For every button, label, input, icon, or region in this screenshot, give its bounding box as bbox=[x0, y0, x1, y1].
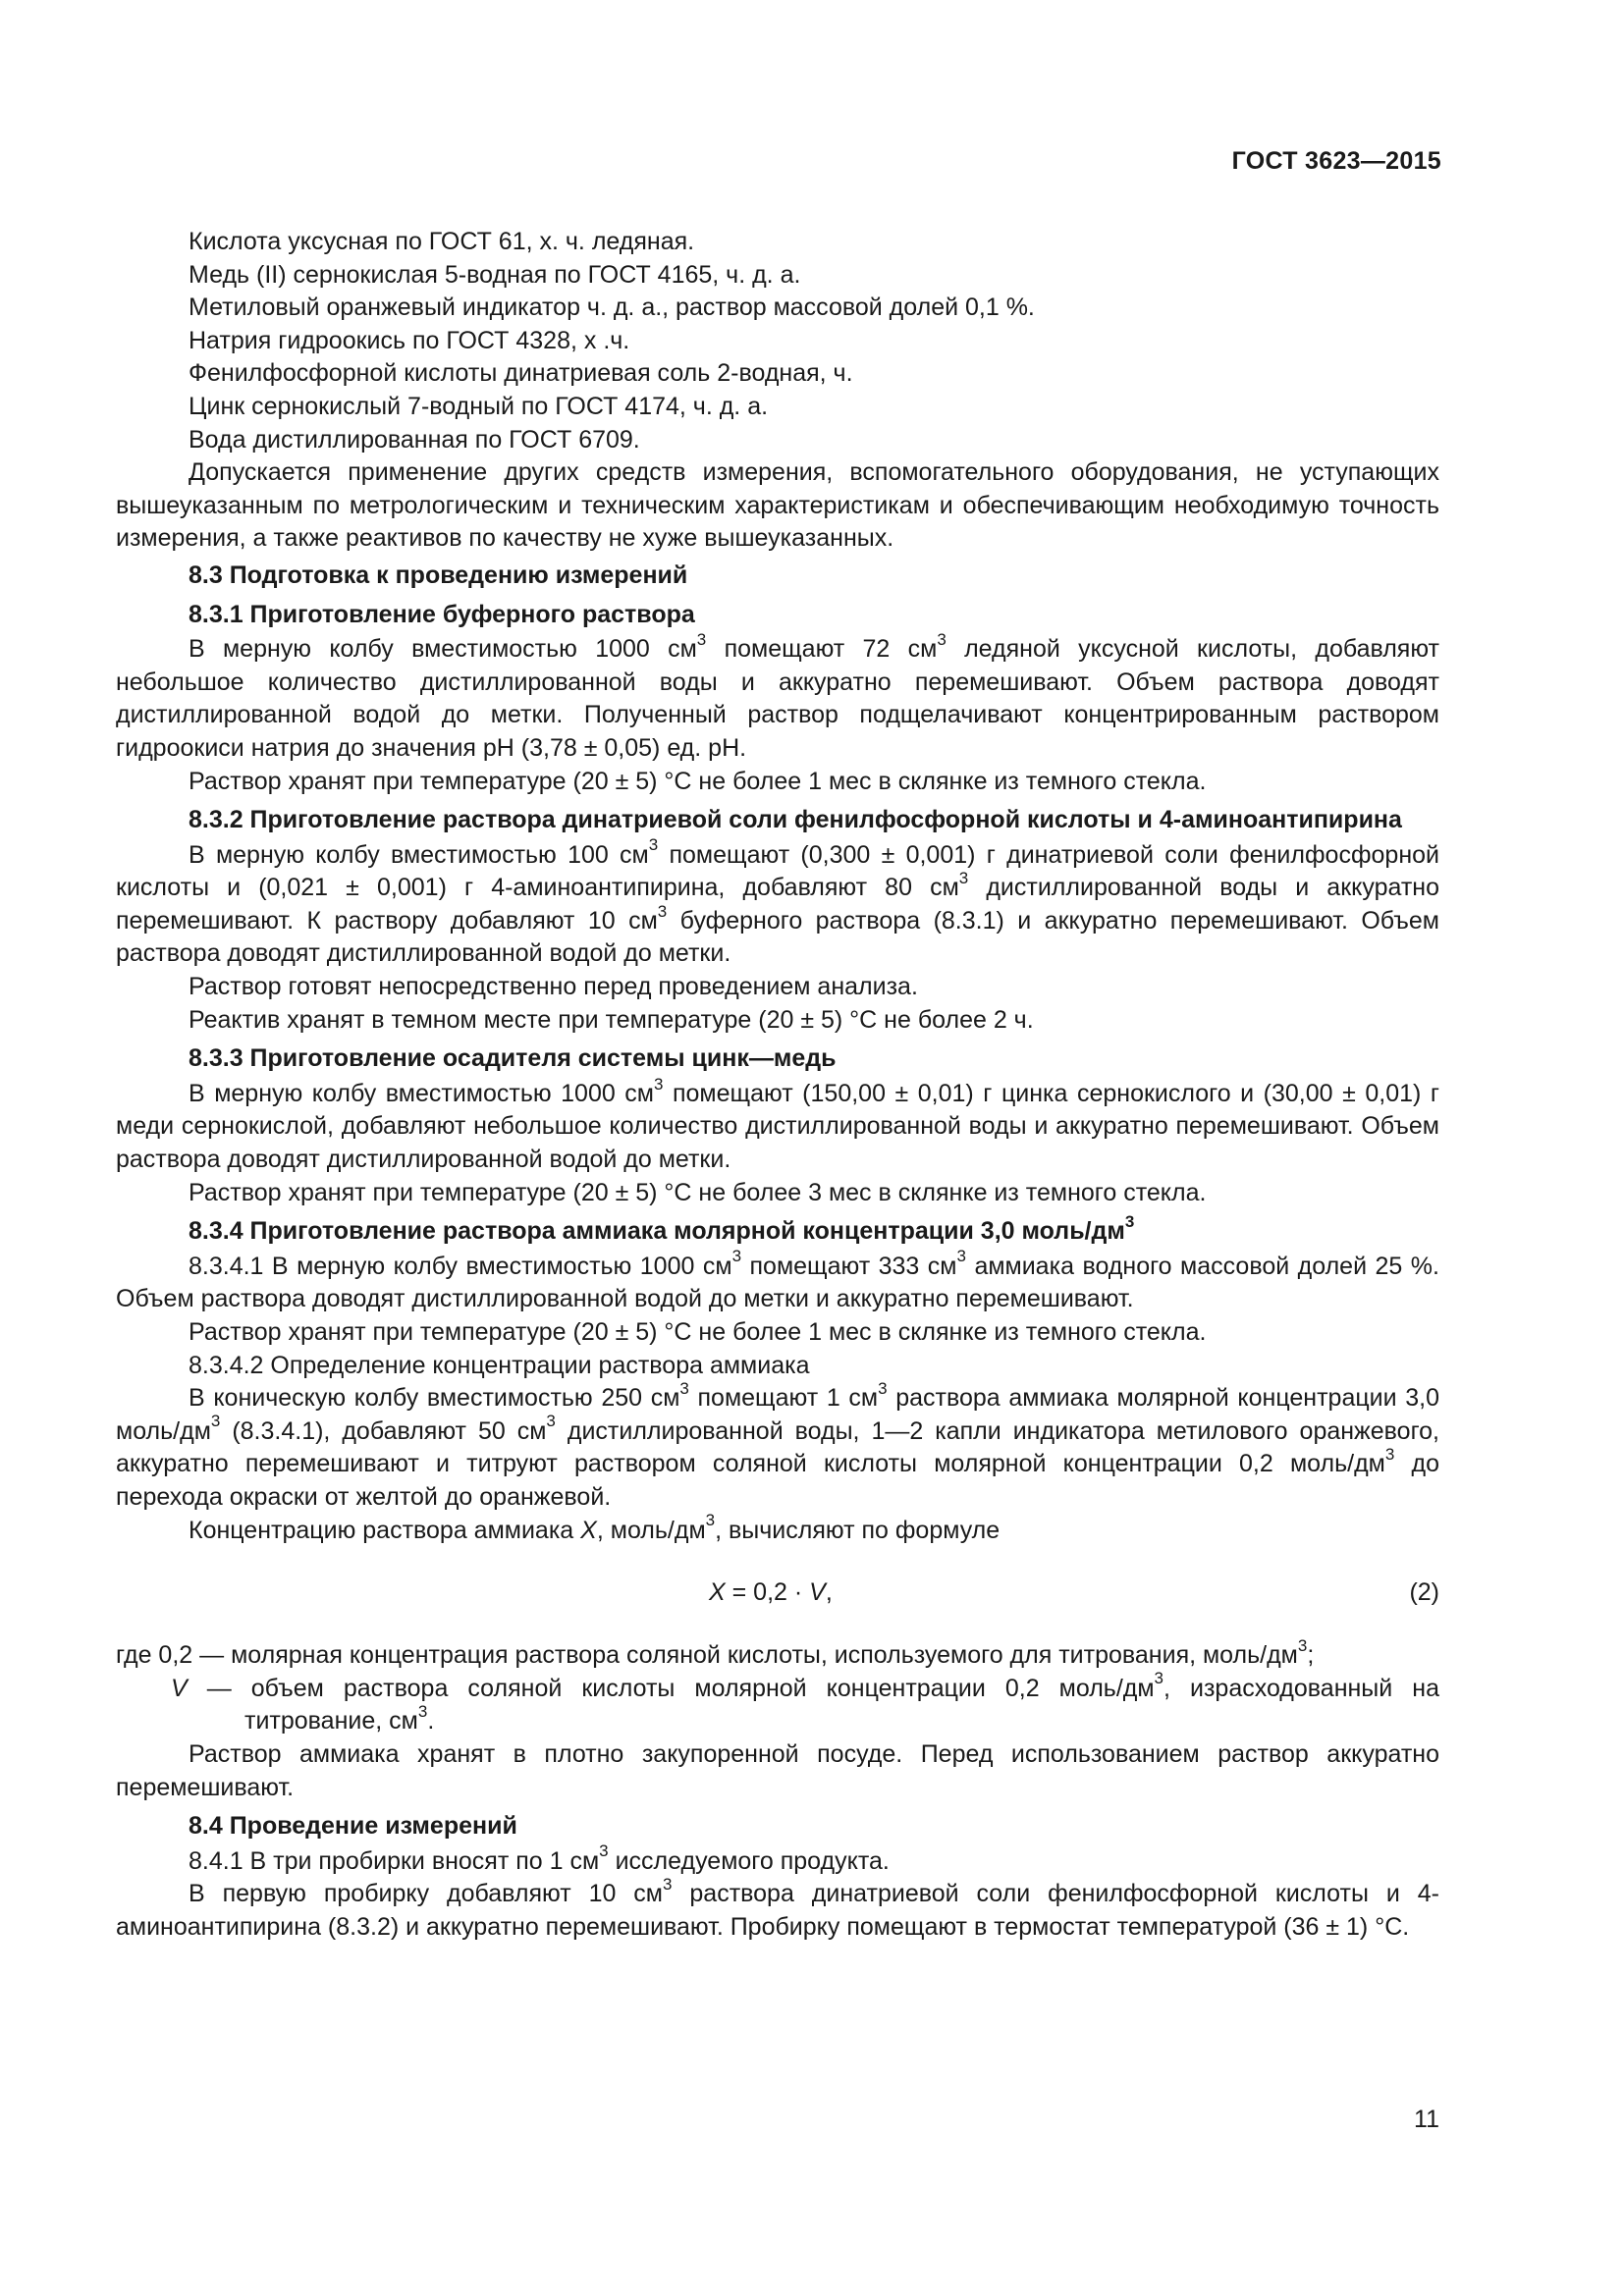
section-heading-8-3-1: 8.3.1 Приготовление буферного раствора bbox=[189, 600, 695, 628]
paragraph-8-3-4-2: В коническую колбу вместимостью 250 $см^3$ помещают 1 $см^3$ раствора аммиака молярной концентрации 3,0 моль/$дм^3$ (8.3.4.1), добавляют 50 $см^3$ дистиллированной воды, 1—2 капли индикатора метилового оранжевого, аккуратно перемешивают и титруют раствором соляной кислоты молярной концентрации 0,2 моль/$дм^3$ до перехода окраски от желтой до оранжевой. bbox=[116, 1378, 1440, 1511]
formula-expression: X = 0,2 · V, bbox=[709, 1578, 833, 1607]
section-heading-8-4: 8.4 Проведение измерений bbox=[189, 1812, 517, 1841]
reagent-item: Фенилфосфорной кислоты динатриевая соль 2-водная, ч. bbox=[189, 359, 853, 388]
document-header: ГОСТ 3623—2015 bbox=[1231, 147, 1441, 175]
page-number: 11 bbox=[1414, 2106, 1439, 2133]
formula-definitions bbox=[116, 1635, 1439, 1738]
reagent-item: Метиловый оранжевый индикатор ч. д. а., раствор массовой долей 0,1 %. bbox=[189, 294, 1035, 322]
paragraph-8-3-4-2-title: 8.3.4.2 Определение концентрации раствора аммиака bbox=[189, 1351, 810, 1379]
paragraph-8-3-3-storage: Раствор хранят при температуре (20 ± 5) °С не более 3 мес в склянке из темного стекла. bbox=[189, 1178, 1207, 1206]
paragraph-8-3-1: В мерную колбу вместимостью 1000 $см^3$ помещают 72 $см^3$ ледяной уксусной кислоты, добавляют небольшое количество дистиллированной воды и аккуратно перемешивают. Объем раствора доводят дистиллированной водой до метки. Полученный раствор подщелачивают концентрированным раствором гидроокиси натрия до значения pH (3,78 ± 0,05) ед. pH. bbox=[116, 629, 1439, 762]
formula-number: (2) bbox=[1409, 1578, 1439, 1607]
reagent-item: Цинк сернокислый 7-водный по ГОСТ 4174, ч. д. а. bbox=[189, 392, 769, 420]
paragraph-8-3-1-storage: Раствор хранят при температуре (20 ± 5) °С не более 1 мес в склянке из темного стекла. bbox=[189, 767, 1207, 795]
section-heading-8-3-4: 8.3.4 Приготовление раствора аммиака молярной концентрации 3,0 моль/$дм^3$ bbox=[189, 1211, 1135, 1246]
section-heading-8-3-3: 8.3.3 Приготовление осадителя системы цинк—медь bbox=[189, 1044, 837, 1073]
paragraph-8-3-4-storage: Раствор хранят при температуре (20 ± 5) °С не более 1 мес в склянке из темного стекла. bbox=[189, 1318, 1207, 1346]
paragraph-8-3-2-storage: Реактив хранят в темном месте при температуре (20 ± 5) °С не более 2 ч. bbox=[189, 1005, 1034, 1034]
paragraph-8-3-2: В мерную колбу вместимостью 100 $см^3$ помещают (0,300 ± 0,001) г динатриевой соли фенилфосфорной кислоты и (0,021 ± 0,001) г 4-аминоантипирина, добавляют 80 $см^3$ дистиллированной воды и аккуратно перемешивают. К раствору добавляют 10 $см^3$ буферного раствора (8.3.1) и аккуратно перемешивают. Объем раствора доводят дистиллированной водой до метки. bbox=[116, 835, 1440, 968]
paragraph-8-4-1-first-tube: В первую пробирку добавляют 10 $см^3$ раствора динатриевой соли фенилфосфорной кислоты и 4-аминоантипирина (8.3.2) и аккуратно перемешивают. Пробирку помещают в термостат температурой (36 ± 1) °С. bbox=[116, 1874, 1439, 1941]
reagent-item: Натрия гидроокись по ГОСТ 4328, х .ч. bbox=[189, 326, 630, 354]
allowance-paragraph: Допускается применение других средств измерения, вспомогательного оборудования, не уступающих вышеуказанным по метрологическим и техническим характеристикам и обеспечивающим необходимую точность измерения, а также реактивов по качеству не хуже вышеуказанных. bbox=[116, 458, 1439, 553]
reagent-item: Медь (II) сернокислая 5-водная по ГОСТ 4165, ч. д. а. bbox=[189, 260, 801, 289]
paragraph-ammonia-storage: Раствор аммиака хранят в плотно закупоренной посуде. Перед использованием раствор аккуратно перемешивают. bbox=[116, 1739, 1439, 1801]
reagent-item: Вода дистиллированная по ГОСТ 6709. bbox=[189, 425, 640, 454]
paragraph-8-3-4-1: 8.3.4.1 В мерную колбу вместимостью 1000 $см^3$ помещают 333 $см^3$ аммиака водного массовой долей 25 %. Объем раствора доводят дистиллированной водой до метки и аккуратно перемешивают. bbox=[116, 1247, 1439, 1313]
section-heading-8-3: 8.3 Подготовка к проведению измерений bbox=[189, 561, 688, 589]
document-body bbox=[116, 226, 1439, 1945]
paragraph-formula-intro: Концентрацию раствора аммиака X, моль/$дм^3$, вычисляют по формуле bbox=[189, 1511, 1001, 1544]
formula-2 bbox=[116, 1576, 1439, 1610]
reagent-item: Кислота уксусная по ГОСТ 61, х. ч. ледяная. bbox=[189, 228, 695, 255]
paragraph-8-3-2-prep: Раствор готовят непосредственно перед проведением анализа. bbox=[189, 973, 918, 1001]
paragraph-8-4-1: 8.4.1 В три пробирки вносят по 1 $см^3$ исследуемого продукта. bbox=[189, 1842, 890, 1875]
section-heading-8-3-2: 8.3.2 Приготовление раствора динатриевой соли фенилфосфорной кислоты и 4-аминоантипирина bbox=[189, 806, 1402, 834]
definition-v: V — объем раствора соляной кислоты молярной концентрации 0,2 моль/$дм^3$, израсходованный на титрование, $см^3$. bbox=[171, 1669, 1439, 1735]
paragraph-8-3-3: В мерную колбу вместимостью 1000 $см^3$ помещают (150,00 ± 0,01) г цинка сернокислого и (30,00 ± 0,01) г меди сернокислой, добавляют небольшое количество дистиллированной воды и аккуратно перемешивают. Объем раствора доводят дистиллированной водой до метки. bbox=[116, 1074, 1440, 1174]
definition-0-2: где 0,2 — молярная концентрация раствора соляной кислоты, используемого для титрования, моль/$дм^3$; bbox=[116, 1635, 1315, 1670]
